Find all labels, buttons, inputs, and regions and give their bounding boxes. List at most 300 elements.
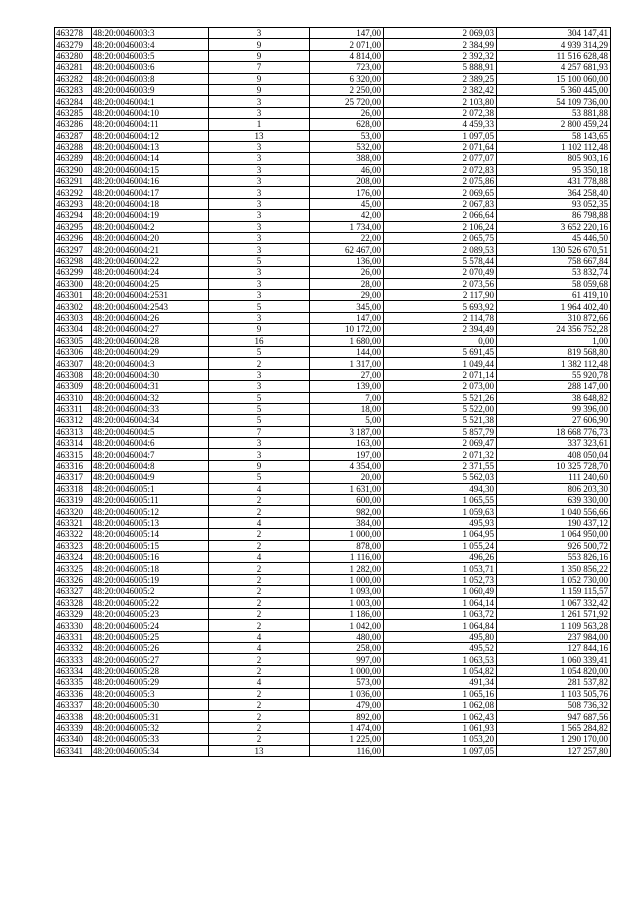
table-row [55, 381, 611, 392]
row-number-cell: 463299 [55, 267, 92, 278]
group-cell: 3 [209, 187, 310, 198]
area-cell: 1 474,00 [310, 722, 384, 733]
specific-value-cell: 1 097,05 [384, 130, 497, 141]
area-cell: 1 225,00 [310, 734, 384, 745]
cadastral-value-cell: 281 537,82 [497, 677, 611, 688]
row-number-cell: 463322 [55, 529, 92, 540]
area-cell: 136,00 [310, 255, 384, 266]
row-number-cell: 463309 [55, 381, 92, 392]
specific-value-cell: 491,34 [384, 677, 497, 688]
cadastral-number-cell: 48:20:0046004:11 [92, 119, 209, 130]
cadastral-value-cell: 1 052 730,00 [497, 574, 611, 585]
group-cell: 4 [209, 483, 310, 494]
group-cell: 2 [209, 688, 310, 699]
row-number-cell: 463318 [55, 483, 92, 494]
cadastral-number-cell: 48:20:0046003:4 [92, 39, 209, 50]
cadastral-number-cell: 48:20:0046005:32 [92, 722, 209, 733]
row-number-cell: 463310 [55, 392, 92, 403]
table-row [55, 438, 611, 449]
group-cell: 2 [209, 711, 310, 722]
area-cell: 1 000,00 [310, 665, 384, 676]
area-cell: 628,00 [310, 119, 384, 130]
area-cell: 46,00 [310, 164, 384, 175]
cadastral-value-cell: 1 261 571,92 [497, 608, 611, 619]
specific-value-cell: 1 060,49 [384, 586, 497, 597]
cadastral-value-cell: 805 903,16 [497, 153, 611, 164]
area-cell: 27,00 [310, 369, 384, 380]
cadastral-value-cell: 1 040 556,66 [497, 506, 611, 517]
row-number-cell: 463324 [55, 551, 92, 562]
area-cell: 2 071,00 [310, 39, 384, 50]
cadastral-number-cell: 48:20:0046004:3 [92, 358, 209, 369]
cadastral-value-cell: 1 565 284,82 [497, 722, 611, 733]
cadastral-value-cell: 61 419,10 [497, 289, 611, 300]
table-row [55, 415, 611, 426]
group-cell: 4 [209, 631, 310, 642]
cadastral-number-cell: 48:20:0046005:11 [92, 495, 209, 506]
area-cell: 7,00 [310, 392, 384, 403]
area-cell: 600,00 [310, 495, 384, 506]
table-row [55, 574, 611, 585]
table-row [55, 529, 611, 540]
specific-value-cell: 2 114,78 [384, 312, 497, 323]
row-number-cell: 463293 [55, 198, 92, 209]
row-number-cell: 463302 [55, 301, 92, 312]
table-row [55, 119, 611, 130]
group-cell: 3 [209, 176, 310, 187]
group-cell: 3 [209, 312, 310, 323]
table-row [55, 50, 611, 61]
area-cell: 573,00 [310, 677, 384, 688]
cadastral-value-cell: 15 100 060,00 [497, 73, 611, 84]
cadastral-value-cell: 27 606,90 [497, 415, 611, 426]
area-cell: 997,00 [310, 654, 384, 665]
row-number-cell: 463337 [55, 700, 92, 711]
cadastral-number-cell: 48:20:0046004:26 [92, 312, 209, 323]
cadastral-number-cell: 48:20:0046004:16 [92, 176, 209, 187]
specific-value-cell: 5 521,26 [384, 392, 497, 403]
row-number-cell: 463340 [55, 734, 92, 745]
row-number-cell: 463289 [55, 153, 92, 164]
row-number-cell: 463288 [55, 141, 92, 152]
cadastral-number-cell: 48:20:0046005:22 [92, 597, 209, 608]
specific-value-cell: 4 459,33 [384, 119, 497, 130]
group-cell: 4 [209, 551, 310, 562]
specific-value-cell: 2 389,25 [384, 73, 497, 84]
area-cell: 345,00 [310, 301, 384, 312]
cadastral-value-cell: 806 203,30 [497, 483, 611, 494]
cadastral-number-cell: 48:20:0046004:31 [92, 381, 209, 392]
specific-value-cell: 1 053,20 [384, 734, 497, 745]
table-row [55, 540, 611, 551]
cadastral-number-cell: 48:20:0046005:1 [92, 483, 209, 494]
cadastral-number-cell: 48:20:0046005:18 [92, 563, 209, 574]
specific-value-cell: 2 382,42 [384, 84, 497, 95]
specific-value-cell: 2 066,64 [384, 210, 497, 221]
table-row [55, 551, 611, 562]
area-cell: 1 186,00 [310, 608, 384, 619]
group-cell: 9 [209, 324, 310, 335]
group-cell: 2 [209, 654, 310, 665]
cadastral-value-cell: 127 257,80 [497, 745, 611, 756]
row-number-cell: 463315 [55, 449, 92, 460]
cadastral-number-cell: 48:20:0046004:32 [92, 392, 209, 403]
specific-value-cell: 2 077,07 [384, 153, 497, 164]
specific-value-cell: 1 065,55 [384, 495, 497, 506]
specific-value-cell: 1 062,43 [384, 711, 497, 722]
cadastral-value-cell: 1 159 115,57 [497, 586, 611, 597]
area-cell: 1 734,00 [310, 221, 384, 232]
row-number-cell: 463285 [55, 107, 92, 118]
specific-value-cell: 1 063,72 [384, 608, 497, 619]
cadastral-number-cell: 48:20:0046005:25 [92, 631, 209, 642]
group-cell: 5 [209, 301, 310, 312]
row-number-cell: 463319 [55, 495, 92, 506]
cadastral-value-cell: 1 109 563,28 [497, 620, 611, 631]
area-cell: 892,00 [310, 711, 384, 722]
area-cell: 25 720,00 [310, 96, 384, 107]
cadastral-number-cell: 48:20:0046003:6 [92, 62, 209, 73]
area-cell: 1 631,00 [310, 483, 384, 494]
cadastral-value-cell: 304 147,41 [497, 28, 611, 39]
table-row [55, 734, 611, 745]
area-cell: 147,00 [310, 312, 384, 323]
specific-value-cell: 2 392,32 [384, 50, 497, 61]
group-cell: 3 [209, 28, 310, 39]
group-cell: 5 [209, 403, 310, 414]
cadastral-value-cell: 1 067 332,42 [497, 597, 611, 608]
area-cell: 1 003,00 [310, 597, 384, 608]
cadastral-value-cell: 18 668 776,73 [497, 426, 611, 437]
table-row [55, 608, 611, 619]
row-number-cell: 463313 [55, 426, 92, 437]
specific-value-cell: 1 062,08 [384, 700, 497, 711]
row-number-cell: 463296 [55, 233, 92, 244]
row-number-cell: 463303 [55, 312, 92, 323]
row-number-cell: 463306 [55, 346, 92, 357]
table-row [55, 426, 611, 437]
cadastral-number-cell: 48:20:0046004:20 [92, 233, 209, 244]
cadastral-number-cell: 48:20:0046004:24 [92, 267, 209, 278]
row-number-cell: 463326 [55, 574, 92, 585]
specific-value-cell: 5 857,79 [384, 426, 497, 437]
group-cell: 3 [209, 233, 310, 244]
table-row [55, 722, 611, 733]
table-row [55, 176, 611, 187]
cadastral-number-cell: 48:20:0046004:14 [92, 153, 209, 164]
table-row [55, 517, 611, 528]
specific-value-cell: 2 089,53 [384, 244, 497, 255]
cadastral-value-cell: 5 360 445,00 [497, 84, 611, 95]
cadastral-value-cell: 1 103 505,76 [497, 688, 611, 699]
row-number-cell: 463327 [55, 586, 92, 597]
cadastral-number-cell: 48:20:0046004:6 [92, 438, 209, 449]
area-cell: 139,00 [310, 381, 384, 392]
cadastral-value-cell: 508 736,32 [497, 700, 611, 711]
cadastral-number-cell: 48:20:0046005:16 [92, 551, 209, 562]
area-cell: 4 814,00 [310, 50, 384, 61]
specific-value-cell: 2 106,24 [384, 221, 497, 232]
cadastral-value-cell: 55 920,78 [497, 369, 611, 380]
group-cell: 3 [209, 267, 310, 278]
area-cell: 1 093,00 [310, 586, 384, 597]
cadastral-value-cell: 93 052,35 [497, 198, 611, 209]
table-row [55, 631, 611, 642]
area-cell: 42,00 [310, 210, 384, 221]
specific-value-cell: 1 059,63 [384, 506, 497, 517]
cadastral-number-cell: 48:20:0046004:34 [92, 415, 209, 426]
row-number-cell: 463333 [55, 654, 92, 665]
specific-value-cell: 495,93 [384, 517, 497, 528]
area-cell: 147,00 [310, 28, 384, 39]
cadastral-value-cell: 95 350,18 [497, 164, 611, 175]
area-cell: 479,00 [310, 700, 384, 711]
cadastral-value-cell: 10 325 728,70 [497, 460, 611, 471]
cadastral-value-cell: 1,00 [497, 335, 611, 346]
row-number-cell: 463290 [55, 164, 92, 175]
cadastral-value-cell: 553 826,16 [497, 551, 611, 562]
group-cell: 5 [209, 472, 310, 483]
group-cell: 3 [209, 221, 310, 232]
specific-value-cell: 1 063,53 [384, 654, 497, 665]
cadastral-value-cell: 45 446,50 [497, 233, 611, 244]
group-cell: 9 [209, 73, 310, 84]
cadastral-value-cell: 2 800 459,24 [497, 119, 611, 130]
specific-value-cell: 2 073,00 [384, 381, 497, 392]
specific-value-cell: 2 070,49 [384, 267, 497, 278]
row-number-cell: 463280 [55, 50, 92, 61]
cadastral-number-cell: 48:20:0046003:3 [92, 28, 209, 39]
table-row [55, 483, 611, 494]
cadastral-value-cell: 364 258,40 [497, 187, 611, 198]
specific-value-cell: 1 064,14 [384, 597, 497, 608]
row-number-cell: 463336 [55, 688, 92, 699]
cadastral-number-cell: 48:20:0046004:1 [92, 96, 209, 107]
area-cell: 26,00 [310, 267, 384, 278]
area-cell: 163,00 [310, 438, 384, 449]
table-row [55, 335, 611, 346]
row-number-cell: 463294 [55, 210, 92, 221]
cadastral-number-cell: 48:20:0046003:9 [92, 84, 209, 95]
table-row [55, 73, 611, 84]
specific-value-cell: 1 061,93 [384, 722, 497, 733]
cadastral-number-cell: 48:20:0046004:27 [92, 324, 209, 335]
group-cell: 3 [209, 278, 310, 289]
area-cell: 3 187,00 [310, 426, 384, 437]
cadastral-value-cell: 86 798,88 [497, 210, 611, 221]
row-number-cell: 463323 [55, 540, 92, 551]
specific-value-cell: 2 371,55 [384, 460, 497, 471]
cadastral-number-cell: 48:20:0046005:30 [92, 700, 209, 711]
table-row [55, 84, 611, 95]
table-row [55, 346, 611, 357]
specific-value-cell: 1 054,82 [384, 665, 497, 676]
specific-value-cell: 496,26 [384, 551, 497, 562]
area-cell: 20,00 [310, 472, 384, 483]
row-number-cell: 463298 [55, 255, 92, 266]
group-cell: 2 [209, 722, 310, 733]
specific-value-cell: 2 394,49 [384, 324, 497, 335]
row-number-cell: 463316 [55, 460, 92, 471]
cadastral-number-cell: 48:20:0046003:5 [92, 50, 209, 61]
group-cell: 13 [209, 745, 310, 756]
group-cell: 5 [209, 392, 310, 403]
area-cell: 384,00 [310, 517, 384, 528]
specific-value-cell: 2 069,47 [384, 438, 497, 449]
cadastral-value-cell: 1 064 950,00 [497, 529, 611, 540]
table-row [55, 688, 611, 699]
area-cell: 18,00 [310, 403, 384, 414]
group-cell: 3 [209, 438, 310, 449]
area-cell: 1 116,00 [310, 551, 384, 562]
cadastral-number-cell: 48:20:0046005:13 [92, 517, 209, 528]
area-cell: 29,00 [310, 289, 384, 300]
cadastral-value-cell: 1 382 112,48 [497, 358, 611, 369]
group-cell: 2 [209, 608, 310, 619]
cadastral-value-cell: 11 516 628,48 [497, 50, 611, 61]
cadastral-number-cell: 48:20:0046005:34 [92, 745, 209, 756]
specific-value-cell: 5 888,91 [384, 62, 497, 73]
table-row [55, 745, 611, 756]
specific-value-cell: 1 064,84 [384, 620, 497, 631]
table-row [55, 187, 611, 198]
specific-value-cell: 2 073,56 [384, 278, 497, 289]
specific-value-cell: 1 055,24 [384, 540, 497, 551]
cadastral-number-cell: 48:20:0046004:22 [92, 255, 209, 266]
table-row [55, 665, 611, 676]
specific-value-cell: 2 067,83 [384, 198, 497, 209]
row-number-cell: 463301 [55, 289, 92, 300]
row-number-cell: 463307 [55, 358, 92, 369]
cadastral-number-cell: 48:20:0046005:27 [92, 654, 209, 665]
area-cell: 45,00 [310, 198, 384, 209]
group-cell: 2 [209, 358, 310, 369]
cadastral-value-cell: 58 059,68 [497, 278, 611, 289]
table-row [55, 620, 611, 631]
row-number-cell: 463332 [55, 643, 92, 654]
specific-value-cell: 2 065,75 [384, 233, 497, 244]
area-cell: 1 000,00 [310, 529, 384, 540]
cadastral-number-cell: 48:20:0046004:5 [92, 426, 209, 437]
group-cell: 16 [209, 335, 310, 346]
area-cell: 1 680,00 [310, 335, 384, 346]
document-page [54, 27, 610, 757]
group-cell: 2 [209, 563, 310, 574]
cadastral-number-cell: 48:20:0046004:17 [92, 187, 209, 198]
row-number-cell: 463286 [55, 119, 92, 130]
cadastral-value-cell: 127 844,16 [497, 643, 611, 654]
cadastral-value-cell: 431 778,88 [497, 176, 611, 187]
specific-value-cell: 1 049,44 [384, 358, 497, 369]
cadastral-value-cell: 53 832,74 [497, 267, 611, 278]
cadastral-value-cell: 99 396,00 [497, 403, 611, 414]
table-row [55, 278, 611, 289]
row-number-cell: 463331 [55, 631, 92, 642]
cadastral-value-cell: 3 652 220,16 [497, 221, 611, 232]
group-cell: 3 [209, 369, 310, 380]
row-number-cell: 463295 [55, 221, 92, 232]
cadastral-number-cell: 48:20:0046004:9 [92, 472, 209, 483]
group-cell: 2 [209, 734, 310, 745]
specific-value-cell: 2 071,64 [384, 141, 497, 152]
area-cell: 197,00 [310, 449, 384, 460]
group-cell: 3 [209, 289, 310, 300]
group-cell: 4 [209, 517, 310, 528]
group-cell: 5 [209, 415, 310, 426]
cadastral-value-cell: 947 687,56 [497, 711, 611, 722]
area-cell: 22,00 [310, 233, 384, 244]
group-cell: 3 [209, 210, 310, 221]
row-number-cell: 463320 [55, 506, 92, 517]
area-cell: 723,00 [310, 62, 384, 73]
row-number-cell: 463283 [55, 84, 92, 95]
cadastral-number-cell: 48:20:0046005:23 [92, 608, 209, 619]
group-cell: 7 [209, 62, 310, 73]
table-row [55, 62, 611, 73]
group-cell: 3 [209, 153, 310, 164]
specific-value-cell: 495,80 [384, 631, 497, 642]
cadastral-value-cell: 337 323,61 [497, 438, 611, 449]
cadastral-value-cell: 1 102 112,48 [497, 141, 611, 152]
area-cell: 2 250,00 [310, 84, 384, 95]
row-number-cell: 463284 [55, 96, 92, 107]
specific-value-cell: 2 072,83 [384, 164, 497, 175]
area-cell: 116,00 [310, 745, 384, 756]
cadastral-value-cell: 237 984,00 [497, 631, 611, 642]
area-cell: 258,00 [310, 643, 384, 654]
specific-value-cell: 2 069,65 [384, 187, 497, 198]
row-number-cell: 463312 [55, 415, 92, 426]
cadastral-number-cell: 48:20:0046005:15 [92, 540, 209, 551]
table-row [55, 289, 611, 300]
table-row [55, 130, 611, 141]
table-row [55, 586, 611, 597]
cadastral-number-cell: 48:20:0046005:3 [92, 688, 209, 699]
cadastral-number-cell: 48:20:0046005:12 [92, 506, 209, 517]
table-row [55, 563, 611, 574]
area-cell: 144,00 [310, 346, 384, 357]
table-row [55, 654, 611, 665]
table-body [55, 28, 611, 757]
cadastral-number-cell: 48:20:0046005:24 [92, 620, 209, 631]
specific-value-cell: 495,52 [384, 643, 497, 654]
group-cell: 5 [209, 255, 310, 266]
specific-value-cell: 2 384,99 [384, 39, 497, 50]
row-number-cell: 463311 [55, 403, 92, 414]
area-cell: 5,00 [310, 415, 384, 426]
area-cell: 1 317,00 [310, 358, 384, 369]
row-number-cell: 463279 [55, 39, 92, 50]
row-number-cell: 463330 [55, 620, 92, 631]
cadastral-number-cell: 48:20:0046004:33 [92, 403, 209, 414]
cadastral-number-cell: 48:20:0046005:26 [92, 643, 209, 654]
table-row [55, 472, 611, 483]
group-cell: 4 [209, 677, 310, 688]
group-cell: 5 [209, 346, 310, 357]
table-row [55, 107, 611, 118]
cadastral-value-cell: 288 147,00 [497, 381, 611, 392]
row-number-cell: 463317 [55, 472, 92, 483]
table-row [55, 324, 611, 335]
group-cell: 13 [209, 130, 310, 141]
area-cell: 1 000,00 [310, 574, 384, 585]
specific-value-cell: 2 069,03 [384, 28, 497, 39]
row-number-cell: 463300 [55, 278, 92, 289]
specific-value-cell: 1 097,05 [384, 745, 497, 756]
table-row [55, 39, 611, 50]
cadastral-number-cell: 48:20:0046004:10 [92, 107, 209, 118]
table-row [55, 233, 611, 244]
